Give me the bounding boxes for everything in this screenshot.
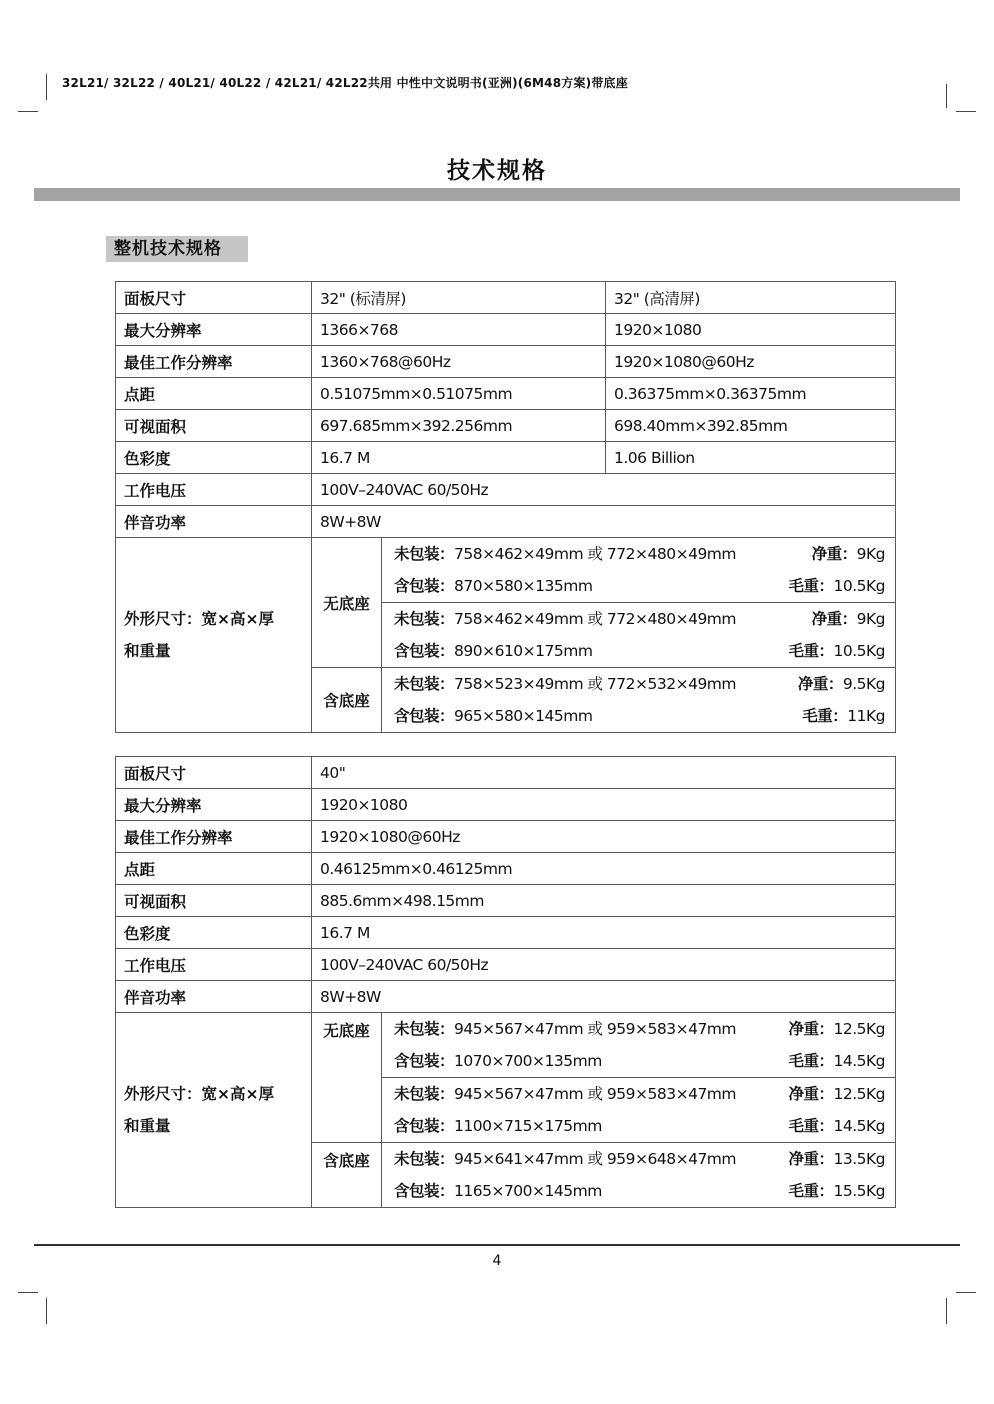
dimension-block [382,1013,896,1078]
dimensions-label: 外形尺寸：宽×高×厚 和重量 [116,1013,312,1208]
spec-label: 点距 [116,853,312,885]
stand-label-without: 无底座 [312,1013,382,1143]
spec-label: 伴音功率 [116,981,312,1013]
spec-label: 面板尺寸 [116,282,312,314]
table-row [116,506,896,538]
spec-value: 1920×1080 [312,789,896,821]
dimension-line: 含包装：965×580×145mm 毛重：11Kg [394,707,885,725]
table-row [116,757,896,789]
spec-value: 32" (标清屏) [312,282,606,314]
crop-mark [946,1298,947,1324]
dimension-line: 含包装：1100×715×175mm 毛重：14.5Kg [394,1117,886,1135]
dimension-line: 未包装：758×523×49mm 或 772×532×49mm 净重：9.5Kg [394,675,885,693]
spec-label: 点距 [116,378,312,410]
spec-value: 16.7 M [312,917,896,949]
dimension-line: 含包装：870×580×135mm 毛重：10.5Kg [394,577,885,595]
running-header: 32L21/ 32L22 / 40L21/ 40L22 / 42L21/ 42L22共用 中性中文说明书(亚洲)(6M48方案)带底座 [62,76,628,90]
dimension-block [382,668,896,733]
table-row [116,474,896,506]
spec-label: 最大分辨率 [116,789,312,821]
table-row [116,853,896,885]
stand-label-with: 含底座 [312,668,382,733]
crop-mark [946,84,947,108]
table-row [116,410,896,442]
stand-label-with: 含底座 [312,1143,382,1208]
table-row [116,378,896,410]
spec-value: 1360×768@60Hz [312,346,606,378]
spec-value: 40" [312,757,896,789]
dimension-line: 未包装：945×567×47mm 或 959×583×47mm 净重：12.5Kg [394,1085,886,1103]
crop-mark [956,1292,976,1293]
spec-label: 伴音功率 [116,506,312,538]
crop-mark [18,111,38,112]
spec-value: 1920×1080@60Hz [312,821,896,853]
spec-value: 1366×768 [312,314,606,346]
spec-label: 工作电压 [116,949,312,981]
spec-value: 32" (高清屏) [606,282,896,314]
spec-value: 698.40mm×392.85mm [606,410,896,442]
spec-label: 色彩度 [116,442,312,474]
table-row [116,885,896,917]
table-row [116,1013,896,1078]
spec-label: 最大分辨率 [116,314,312,346]
dimensions-label: 外形尺寸：宽×高×厚 和重量 [116,538,312,733]
spec-label: 工作电压 [116,474,312,506]
crop-mark [956,111,976,112]
dimension-line: 含包装：1070×700×135mm 毛重：14.5Kg [394,1052,886,1070]
spec-label: 色彩度 [116,917,312,949]
spec-value: 8W+8W [312,506,896,538]
spec-label: 最佳工作分辨率 [116,346,312,378]
spec-value: 1920×1080@60Hz [606,346,896,378]
dimension-line: 未包装：945×567×47mm 或 959×583×47mm 净重：12.5Kg [394,1020,886,1038]
section-heading: 整机技术规格 [106,236,248,262]
table-row [116,949,896,981]
table-row [116,821,896,853]
dimension-line: 未包装：758×462×49mm 或 772×480×49mm 净重：9Kg [394,610,885,628]
spec-value: 1.06 Billion [606,442,896,474]
spec-value: 1920×1080 [606,314,896,346]
spec-value: 16.7 M [312,442,606,474]
dimension-line: 未包装：758×462×49mm 或 772×480×49mm 净重：9Kg [394,545,885,563]
table-row [116,282,896,314]
spec-value: 0.36375mm×0.36375mm [606,378,896,410]
page-number: 4 [492,1253,502,1269]
table-row [116,981,896,1013]
dimension-line: 未包装：945×641×47mm 或 959×648×47mm 净重：13.5Kg [394,1150,886,1168]
spec-value: 885.6mm×498.15mm [312,885,896,917]
dimension-block [382,1078,896,1143]
spec-label: 可视面积 [116,885,312,917]
dimension-block [382,538,896,603]
dimension-line: 含包装：890×610×175mm 毛重：10.5Kg [394,642,885,660]
spec-value: 697.685mm×392.256mm [312,410,606,442]
spec-value: 0.46125mm×0.46125mm [312,853,896,885]
spec-table-32 [115,281,896,733]
table-row [116,442,896,474]
spec-table-40 [115,756,896,1208]
table-row [116,346,896,378]
dimension-block [382,603,896,668]
spec-label: 可视面积 [116,410,312,442]
dimension-line: 含包装：1165×700×145mm 毛重：15.5Kg [394,1182,886,1200]
dimension-block [382,1143,896,1208]
table-row [116,314,896,346]
spec-label: 最佳工作分辨率 [116,821,312,853]
spec-value: 100V–240VAC 60/50Hz [312,474,896,506]
footer-rule [34,1244,960,1246]
spec-value: 0.51075mm×0.51075mm [312,378,606,410]
stand-label-without: 无底座 [312,538,382,668]
table-row [116,538,896,603]
title-rule [34,188,960,201]
spec-value: 100V–240VAC 60/50Hz [312,949,896,981]
spec-value: 8W+8W [312,981,896,1013]
crop-mark [18,1292,38,1293]
table-row [116,917,896,949]
spec-label: 面板尺寸 [116,757,312,789]
crop-mark [46,1298,47,1324]
table-row [116,789,896,821]
page-title: 技术规格 [447,158,547,184]
crop-mark [46,74,47,100]
